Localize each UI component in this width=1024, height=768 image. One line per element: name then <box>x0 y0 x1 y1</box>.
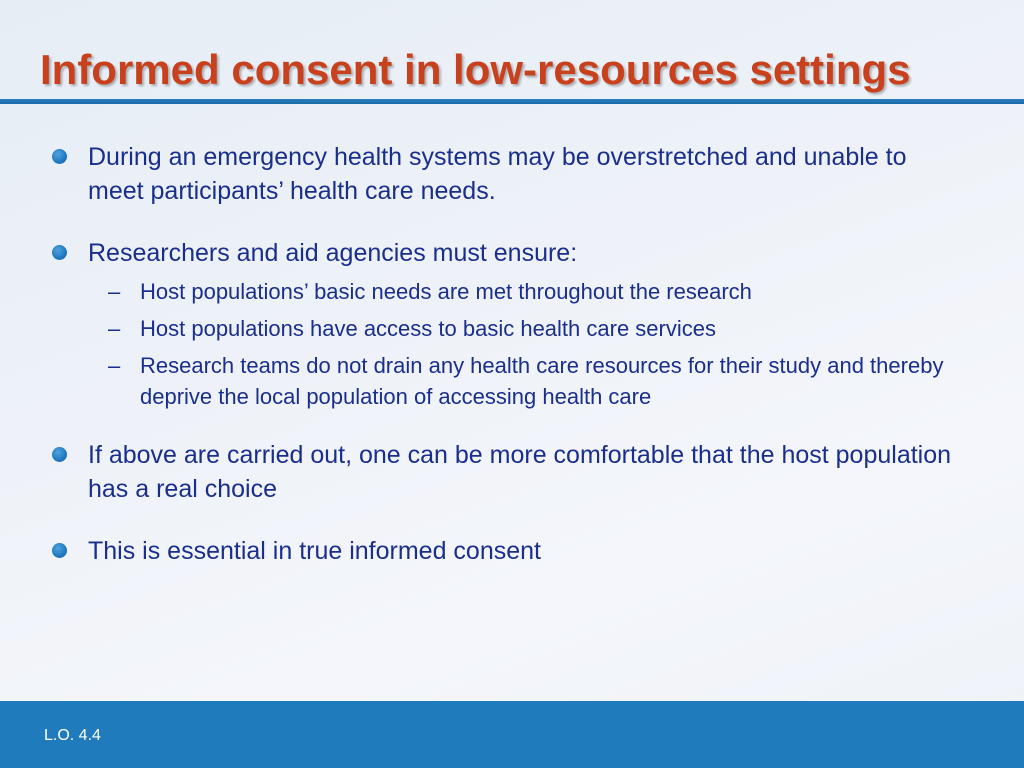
dash-icon: – <box>108 316 121 341</box>
blue-dot-icon <box>52 245 67 260</box>
footer-label: L.O. 4.4 <box>44 727 101 744</box>
sub-list-item <box>108 350 960 412</box>
sub-list-item <box>108 313 960 344</box>
sub-list-item <box>108 276 960 307</box>
sub-list <box>108 276 960 418</box>
bullet-text: This is essential in true informed consent <box>88 537 541 565</box>
bullet-item <box>88 140 968 208</box>
bullet-text: During an emergency health systems may be overstretched and unable to meet participants’ health care needs. <box>88 143 907 205</box>
sub-item-text: Research teams do not drain any health care resources for their study and thereby deprive the local population of accessing health care <box>140 353 944 409</box>
title-divider <box>0 99 1024 104</box>
blue-dot-icon <box>52 149 67 164</box>
dash-icon: – <box>108 279 121 304</box>
bullet-text: Researchers and aid agencies must ensure: <box>88 239 578 267</box>
sub-item-text: Host populations’ basic needs are met throughout the research <box>140 279 752 304</box>
blue-dot-icon <box>52 447 67 462</box>
dash-icon: – <box>108 353 121 378</box>
bullet-item <box>88 438 968 506</box>
sub-item-text: Host populations have access to basic health care services <box>140 316 716 341</box>
footer-bar <box>0 701 1024 768</box>
bullet-item <box>88 236 968 270</box>
bullet-text: If above are carried out, one can be more comfortable that the host population has a real choice <box>88 441 952 503</box>
blue-dot-icon <box>52 543 67 558</box>
bullet-item <box>88 534 968 568</box>
slide-title: Informed consent in low-resources settings <box>40 46 911 93</box>
